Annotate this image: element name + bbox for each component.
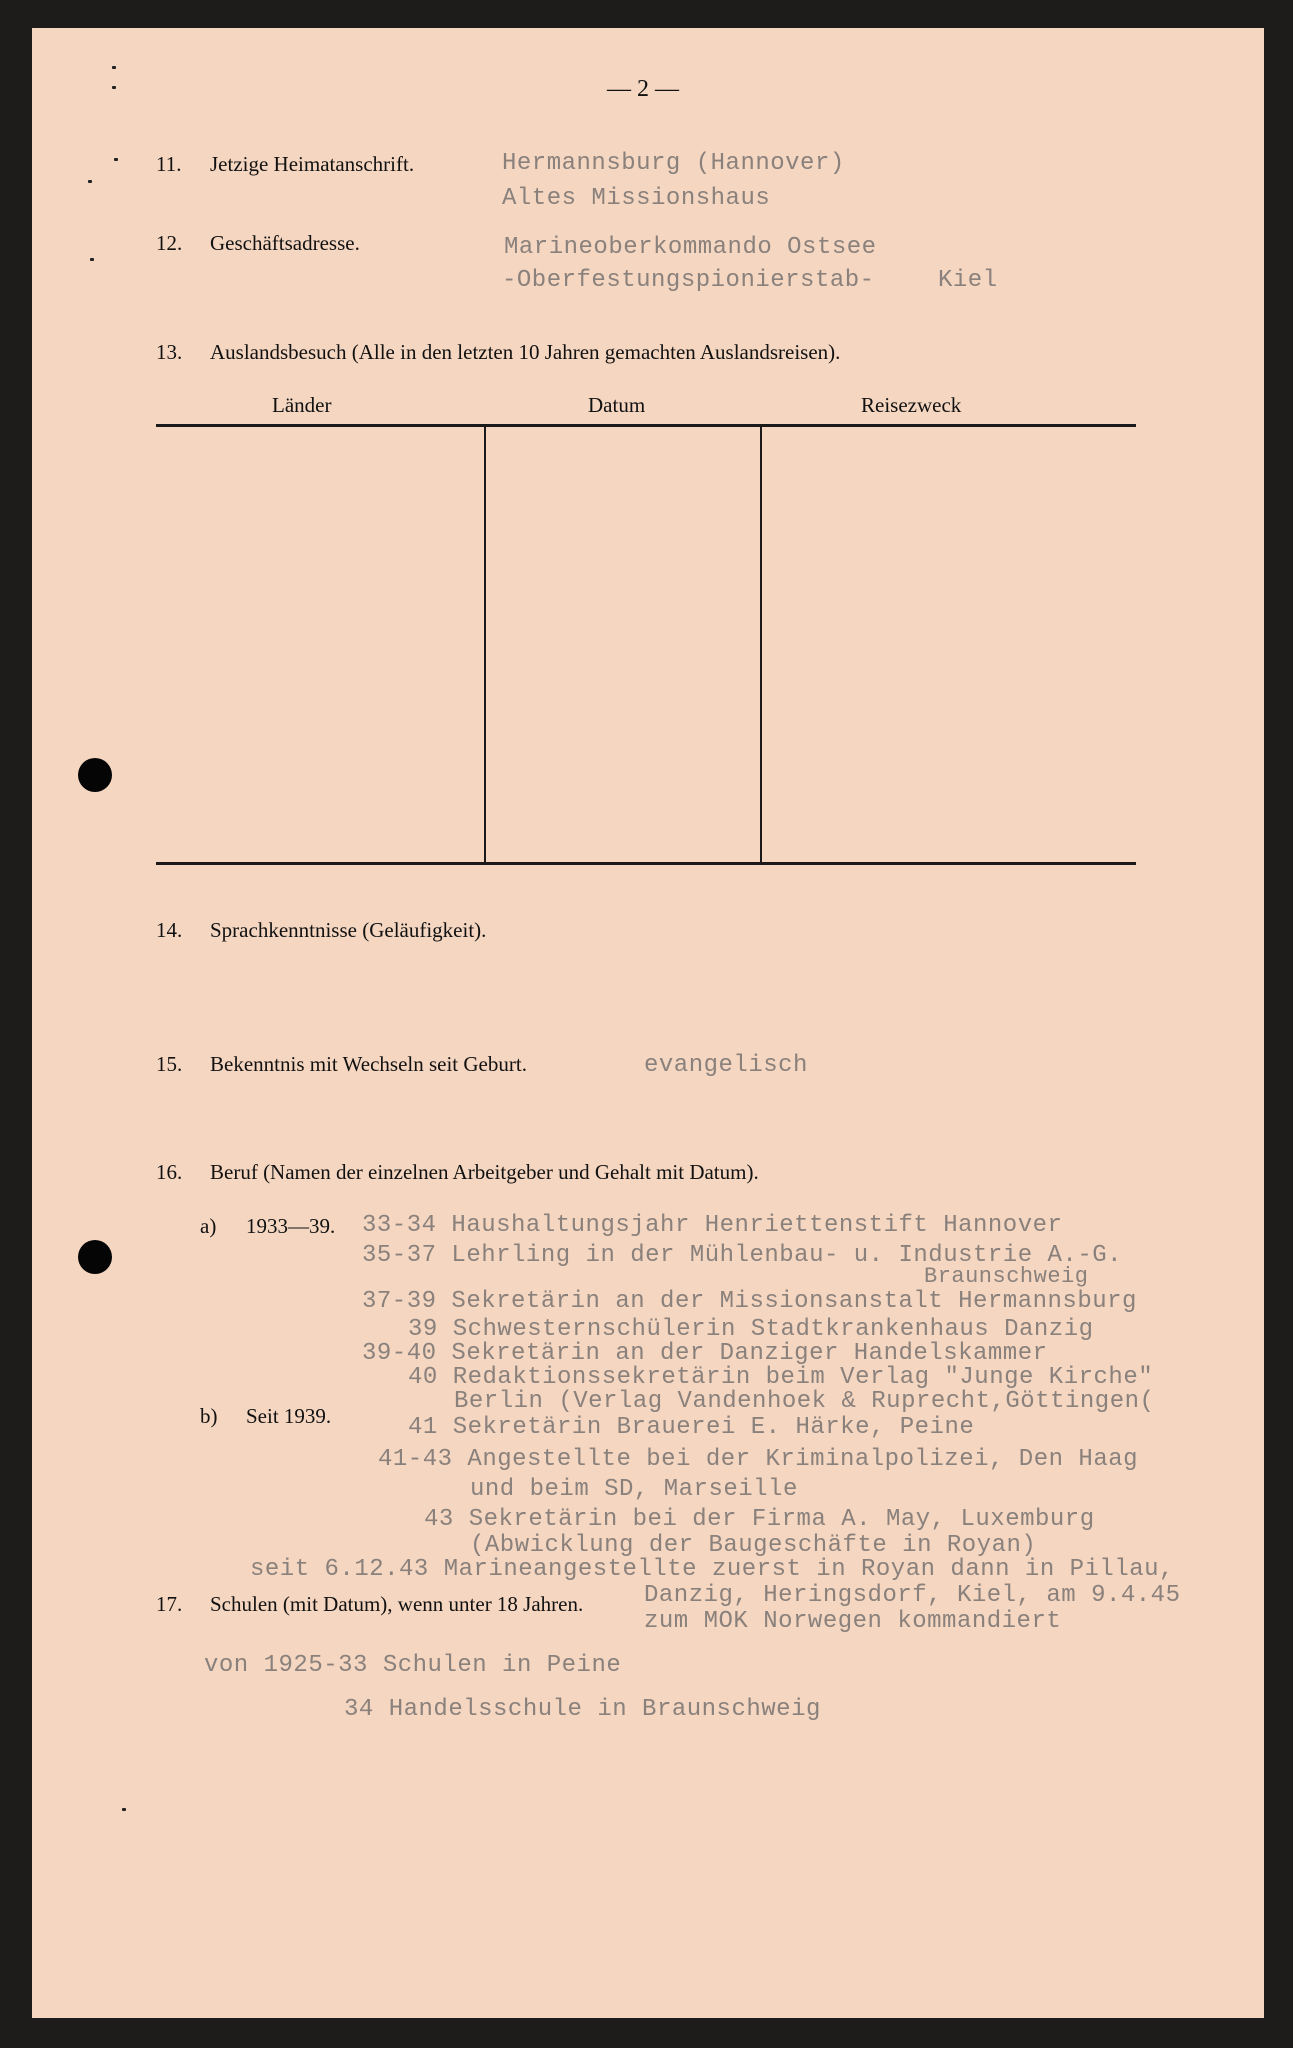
- item-12-value-line-2: -Oberfestungspionierstab-: [502, 267, 875, 294]
- table-column-divider: [484, 426, 486, 862]
- table-column-divider: [760, 426, 762, 862]
- item-16-a-marker: a): [200, 1214, 217, 1238]
- ink-speck: [122, 1808, 126, 1811]
- item-11-value-line-2: Altes Missionshaus: [502, 185, 771, 212]
- item-12-label: 12. Geschäftsadresse.: [156, 231, 360, 255]
- employment-entry: und beim SD, Marseille: [470, 1476, 798, 1503]
- employment-entry: 39-40 Sekretärin an der Danziger Handelskammer: [362, 1340, 1048, 1367]
- item-15-value: evangelisch: [644, 1052, 808, 1079]
- employment-entry: 41 Sekretärin Brauerei E. Härke, Peine: [408, 1414, 975, 1441]
- item-16-a-period: 1933—39.: [246, 1214, 336, 1238]
- item-11-label: 11. Jetzige Heimatanschrift.: [156, 152, 415, 176]
- item-12-value-city: Kiel: [938, 267, 998, 294]
- employment-entry: zum MOK Norwegen kommandiert: [644, 1608, 1062, 1635]
- item-15-label: 15. Bekenntnis mit Wechseln seit Geburt.: [156, 1052, 527, 1076]
- item-13-label: 13. Auslandsbesuch (Alle in den letzten 10 Jahren gemachten Auslandsreisen).: [156, 340, 841, 364]
- employment-entry: 43 Sekretärin bei der Firma A. May, Luxemburg: [424, 1506, 1095, 1533]
- punch-hole: [78, 1240, 112, 1274]
- item-14-label: 14. Sprachkenntnisse (Geläufigkeit).: [156, 918, 487, 942]
- punch-hole: [78, 758, 112, 792]
- table-header-rule: [156, 424, 1136, 427]
- employment-entry: 33-34 Haushaltungsjahr Henriettenstift Hannover: [362, 1212, 1063, 1239]
- ink-speck: [112, 66, 116, 69]
- ink-speck: [88, 180, 92, 183]
- employment-entry: 39 Schwesternschülerin Stadtkrankenhaus Danzig: [408, 1316, 1094, 1343]
- employment-entry: (Abwicklung der Baugeschäfte in Royan): [470, 1532, 1037, 1559]
- employment-entry: 41-43 Angestellte bei der Kriminalpolizei, Den Haag: [378, 1446, 1139, 1473]
- item-17-label: 17. Schulen (mit Datum), wenn unter 18 Jahren.: [156, 1592, 584, 1616]
- ink-speck: [114, 158, 118, 161]
- employment-entry: seit 6.12.43 Marineangestellte zuerst in Royan dann in Pillau,: [250, 1556, 1174, 1583]
- school-entry: 34 Handelsschule in Braunschweig: [344, 1696, 821, 1723]
- employment-entry: Braunschweig: [924, 1264, 1089, 1289]
- employment-entry: 37-39 Sekretärin an der Missionsanstalt Hermannsburg: [362, 1288, 1137, 1315]
- column-header-datum: Datum: [588, 393, 646, 417]
- employment-entry: 35-37 Lehrling in der Mühlenbau- u. Industrie A.-G.: [362, 1242, 1123, 1269]
- document-page: [32, 28, 1264, 2018]
- ink-speck: [90, 258, 94, 261]
- employment-entry: 40 Redaktionssekretärin beim Verlag "Junge Kirche": [408, 1364, 1154, 1391]
- ink-speck: [112, 86, 116, 89]
- item-12-value-line-1: Marineoberkommando Ostsee: [504, 234, 877, 261]
- column-header-laender: Länder: [272, 393, 332, 417]
- school-entry: von 1925-33 Schulen in Peine: [204, 1652, 622, 1679]
- column-header-reisezweck: Reisezweck: [861, 393, 962, 417]
- item-11-value-line-1: Hermannsburg (Hannover): [502, 150, 845, 177]
- table-bottom-rule: [156, 862, 1136, 865]
- page-number: — 2 —: [607, 76, 679, 102]
- item-16-label: 16. Beruf (Namen der einzelnen Arbeitgeber und Gehalt mit Datum).: [156, 1160, 759, 1184]
- employment-entry: Danzig, Heringsdorf, Kiel, am 9.4.45: [644, 1582, 1181, 1609]
- item-16-b-period: Seit 1939.: [246, 1404, 332, 1428]
- item-16-b-marker: b): [200, 1404, 218, 1428]
- employment-entry: Berlin (Verlag Vandenhoek & Ruprecht,Göttingen(: [454, 1388, 1155, 1415]
